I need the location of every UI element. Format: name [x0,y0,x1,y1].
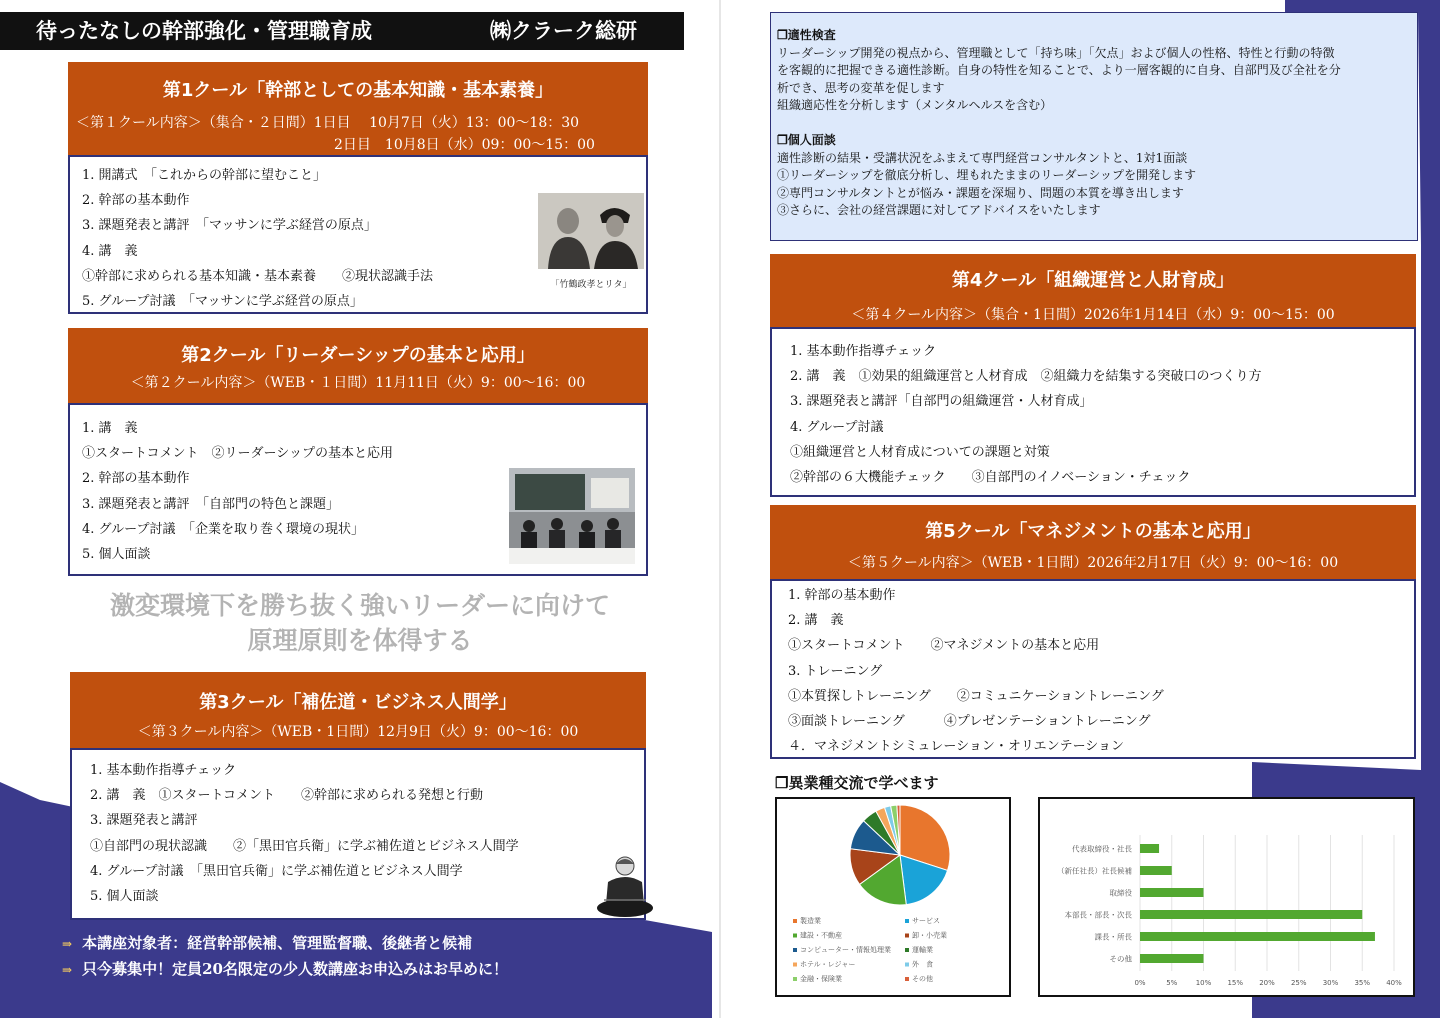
cool3-schedule: ＜第３クール内容＞（WEB・1日間）12月9日（火）9：00～16：00 [137,724,579,740]
legend-label: 製造業 [800,917,821,925]
cool5-schedule: ＜第５クール内容＞（WEB・1日間）2026年2月17日（火）9：00～16：00 [847,555,1339,571]
recruit-note [62,958,508,979]
legend-swatch [905,963,909,967]
samurai-illustration [594,852,656,918]
bar [1140,844,1159,853]
slogan-line-2: 原理原則を体得する [247,626,473,655]
portrait-photo [538,193,644,269]
list-item: 1. 開講式 「これからの幹部に望むこと」 [82,168,327,183]
interview-text: ②専門コンサルタントとが悩み・課題を深堀り、問題の本質を導き出します [777,185,1184,200]
list-item: 4. グループ討議 「企業を取り巻く環境の現状」 [82,521,364,537]
aptitude-text: 析でき、思考の変革を促します [777,80,945,95]
slogan-line-1: 激変環境下を勝ち抜く強いリーダーに向けて [109,591,610,620]
cool5-heading: 第5クール「マネジメントの基本と応用」 [925,521,1261,542]
x-tick-label: 20% [1259,979,1275,987]
list-item: ②幹部の６大機能チェック ③自部門のイノベーション・チェック [790,469,1191,485]
bar [1140,910,1362,919]
legend-label: 運輸業 [912,946,933,954]
legend-label: その他 [912,975,933,983]
x-tick-label: 5% [1166,979,1178,987]
legend-swatch [793,977,797,981]
company-name: ㈱クラーク総研 [490,19,637,43]
legend-label: 建設・不動産 [800,931,842,940]
list-item: 3. 課題発表と講評 「マッサンに学ぶ経営の原点」 [82,218,377,234]
cool4-heading: 第4クール「組織運営と人財育成」 [951,270,1235,291]
legend-swatch [905,948,909,952]
arrow-icon: ⇒ [62,937,73,951]
list-item: 3. 課題発表と講評「自部門の組織運営・人材育成」 [790,394,1093,410]
list-item: ①自部門の現状認識 ②「黒田官兵衛」に学ぶ補佐道とビジネス人間学 [90,838,519,854]
list-item: 5. 個人面談 [90,888,159,904]
legend-swatch [793,948,797,952]
aptitude-text: リーダーシップ開発の視点から、管理職として「持ち味」「欠点」および個人の性格、特性と行動の特徴 [777,45,1335,60]
x-tick-label: 30% [1322,979,1339,987]
list-item: 1. 講 義 [82,421,138,436]
list-item: ４．マネジメントシミュレーション・オリエンテーション [788,739,1125,755]
x-tick-label: 10% [1195,979,1212,987]
list-item: 4. グループ討議 「黒田官兵衛」に学ぶ補佐道とビジネス人間学 [90,863,463,879]
list-item: 5. グループ討議 「マッサンに学ぶ経営の原点」 [82,293,363,309]
photo-caption: 「竹鶴政孝とリタ」 [550,280,632,290]
bar [1140,954,1204,963]
list-item: 4. グループ討議 [790,419,884,435]
interview-heading: ❐個人面談 [777,132,836,147]
classroom-photo [509,468,635,564]
cool1-header [68,62,648,155]
list-item: ①組織運営と人材育成についての課題と対策 [790,444,1050,460]
list-item: 3. 課題発表と講評 「自部門の特色と課題」 [82,496,340,512]
cool2-header [68,328,648,403]
list-item: ①本質探しトレーニング ②コミュニケーショントレーニング [788,688,1164,704]
target-audience-note [62,932,472,953]
x-tick-label: 25% [1290,979,1307,987]
bar [1140,888,1204,897]
x-tick-label: 0% [1134,979,1146,987]
bar [1140,866,1172,875]
x-tick-label: 40% [1386,979,1402,987]
list-item: 1. 基本動作指導チェック [90,763,237,778]
legend-label: 金融・保険業 [800,975,842,983]
cool3-content [70,748,646,920]
legend-label: ホテル・レジャー [800,960,856,969]
title-bar [0,12,684,50]
list-item: 2. 講 義 ①効果的組織運営と人材育成 ②組織力を結集する突破口のつくり方 [790,369,1262,385]
legend-label: サービス [912,917,940,925]
cool1-schedule-day2: 2日目 10月8日（水）09：00～15：00 [334,137,595,153]
y-category-label: その他 [1109,954,1132,964]
legend-swatch [905,934,909,938]
list-item: ①スタートコメント ②マネジメントの基本と応用 [788,638,1100,654]
list-item: ①幹部に求められる基本知識・基本素養 ②現状認識手法 [82,268,434,284]
cool1-heading: 第1クール「幹部としての基本知識・基本素養」 [162,80,554,101]
list-item: 3. 課題発表と講評 [90,813,198,829]
legend-label: 卸・小売業 [912,931,947,940]
recruit-text: 只今募集中！定員20名限定の少人数講座お申込みはお早めに！ [82,960,508,978]
page-title: 待ったなしの幹部強化・管理職育成 [36,19,372,43]
y-category-label: 本部長・部長・次長 [1064,910,1132,920]
cool4-schedule: ＜第４クール内容＞（集合・1日間）2026年1月14日（水）9：00～15：00 [851,307,1335,323]
list-item: 2. 幹部の基本動作 [82,471,190,487]
list-item: ①スタートコメント ②リーダーシップの基本と応用 [82,446,393,462]
list-item: 1. 幹部の基本動作 [788,588,896,603]
cool3-heading: 第3クール「補佐道・ビジネス人間学」 [199,692,517,713]
industry-pie-chart [777,799,1009,995]
aptitude-text: を客観的に把握できる適性診断。自身の特性を知ることで、より一層客観的に自身、自部門及び全社を分 [777,63,1341,78]
legend-swatch [793,919,797,923]
interview-text: 適性診断の結果・受講状況をふまえて専門経営コンサルタントと、1対1面談 [777,150,1188,165]
list-item: 3. トレーニング [788,663,883,679]
cool5-content [770,579,1416,759]
x-tick-label: 35% [1354,979,1371,987]
cool2-heading: 第2クール「リーダーシップの基本と応用」 [181,345,535,366]
cool2-schedule: ＜第２クール内容＞（WEB・１日間）11月11日（火）9：00～16：00 [130,375,586,391]
legend-swatch [793,934,797,938]
list-item: 4. 講 義 [82,243,138,259]
legend-label: 外 食 [912,960,933,969]
aptitude-text: 組織適応性を分析します（メンタルヘルスを含む） [777,98,1053,113]
list-item: 1. 基本動作指導チェック [790,344,937,359]
aptitude-and-interview-box [770,12,1418,241]
list-item: 2. 講 義 [788,613,844,629]
interview-text: ③さらに、会社の経営課題に対してアドバイスをいたします [777,203,1101,218]
list-item: ③面談トレーニング ④プレゼンテーショントレーニング [788,713,1151,729]
cool1-schedule-day1: ＜第１クール内容＞（集合・２日間）1日目 10月7日（火）13：00～18：30 [76,115,580,131]
slogan [40,588,680,658]
arrow-icon: ⇒ [62,963,73,977]
legend-swatch [793,963,797,967]
list-item: 5. 個人面談 [82,546,151,562]
list-item: 2. 講 義 ①スタートコメント ②幹部に求められる発想と行動 [90,788,484,804]
exchange-title: ❐異業種交流で学べます [775,774,939,792]
x-tick-label: 15% [1227,979,1244,987]
y-category-label: 取締役 [1109,888,1132,898]
industry-pie-chart-frame [775,797,1011,997]
y-category-label: 代表取締役・社長 [1072,844,1132,854]
list-item: 2. 幹部の基本動作 [82,193,190,209]
cool5-header [770,505,1416,579]
y-category-label: （新任社長）社長候補 [1057,866,1132,876]
legend-swatch [905,919,909,923]
legend-label: コンピューター・情報処理業 [800,946,891,954]
cool4-content [770,327,1416,497]
cool3-header [70,672,646,748]
position-bar-chart-frame [1038,797,1415,997]
bar [1140,932,1375,941]
aptitude-heading: ❐適性検査 [777,28,836,42]
interview-text: ①リーダーシップを徹底分析し、埋もれたままのリーダーシップを開発します [777,168,1197,183]
y-category-label: 課長・所長 [1094,932,1132,942]
target-audience-text: 本講座対象者：経営幹部候補、管理監督職、後継者と候補 [82,934,473,952]
position-bar-chart [1040,799,1413,995]
cool4-header [770,254,1416,327]
legend-swatch [905,977,909,981]
